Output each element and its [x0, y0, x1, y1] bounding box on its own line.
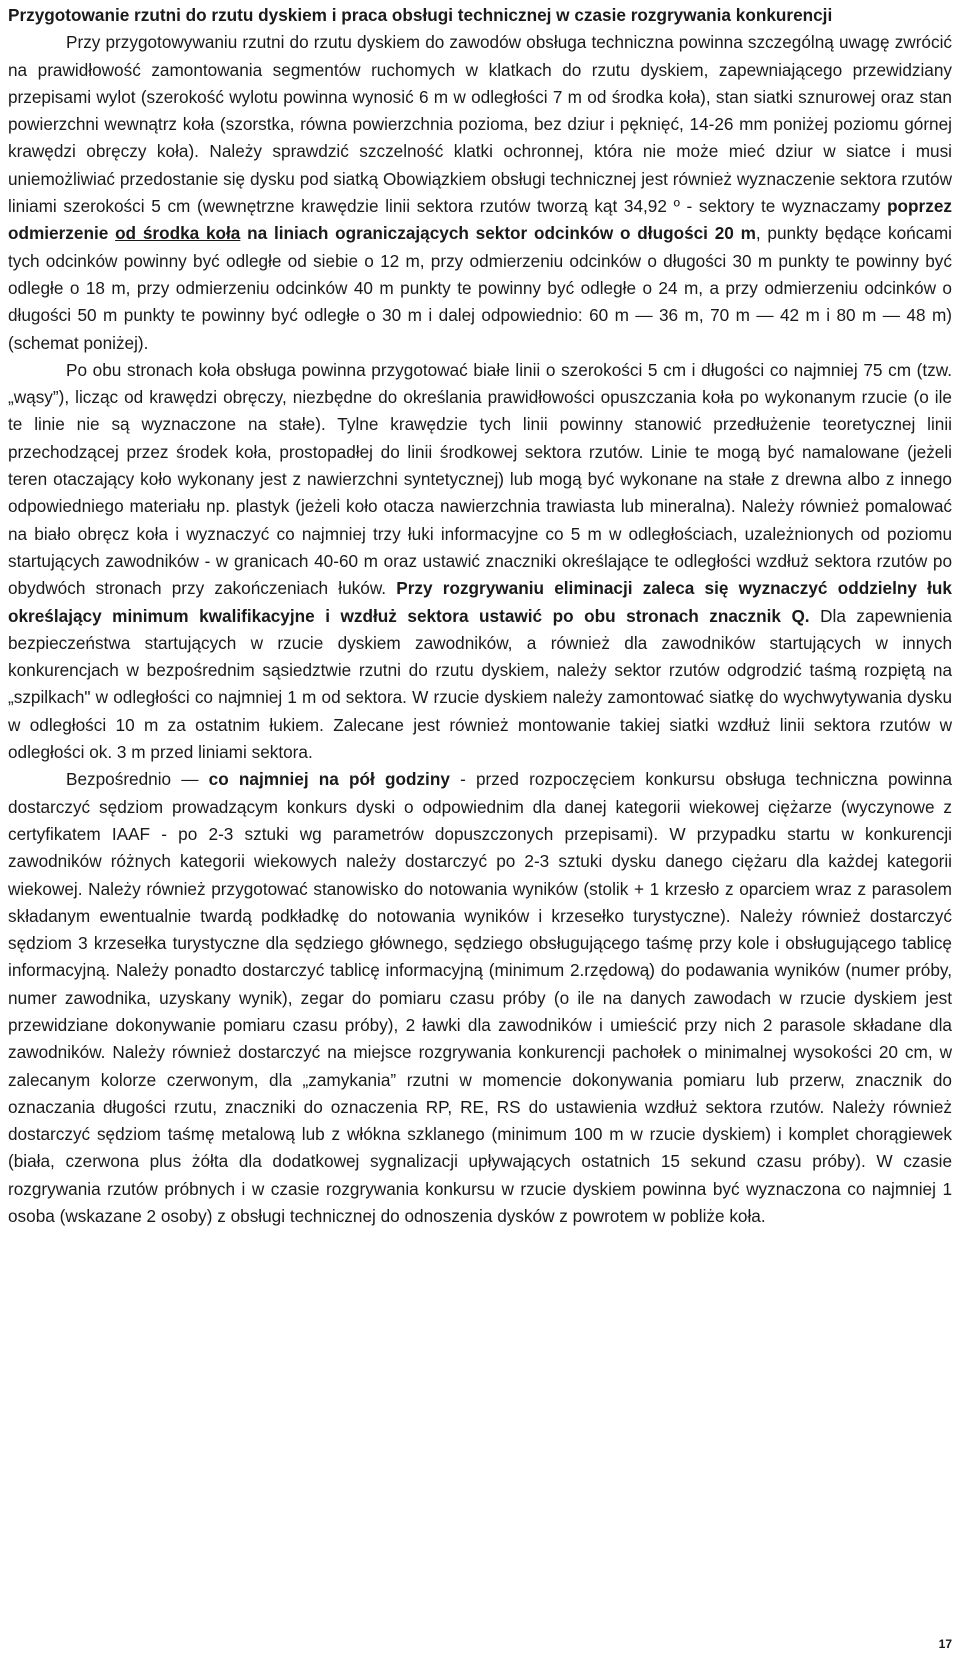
page-number: 17 — [938, 1637, 952, 1651]
paragraph-1-bold-a: poprzez odmierzenie — [8, 196, 952, 244]
paragraph-equipment — [8, 766, 952, 1230]
paragraph-1-bold-underlined: od środka koła — [115, 223, 241, 244]
paragraph-lines-and-safety — [8, 357, 952, 766]
paragraph-2-text-a: Po obu stronach koła obsługa powinna przygotować białe linii o szerokości 5 cm i długości co najmniej 75 cm (tzw. „wąsy”), licząc od krawędzi obręczy, niezbędne do określania prawidłowości opuszczania koła po wykonanym rzucie (o ile te linie nie są wyznaczone na stałe). Tylne krawędzie tych linii powinny stanowić przedłużenie teoretycznej linii przechodzącej przez środek koła, prostopadłej do linii środkowej sektora rzutów. Linie te mogą być namalowane (jeżeli teren otaczający koło wykonany jest z nawierzchni syntetycznej) lub mogą być wykonane na stałe z drewna albo z innego odpowiedniego materiału np. plastyk (jeżeli koło otacza nawierzchnia trawiasta lub mineralna). Należy również pomalować na biało obręcz koła i wyznaczyć co najmniej trzy łuki informacyjne co 5 m w odległościach, uzależnionych od poziomu startujących zawodników - w granicach 40-60 m oraz ustawić znaczniki określające te odległości wzdłuż sektora rzutów po obydwóch stronach przy zakończeniach łuków. — [8, 359, 952, 599]
paragraph-3-bold: co najmniej na pół godziny — [208, 769, 450, 790]
document-page — [8, 2, 952, 1230]
paragraph-1-bold-b: na liniach ograniczających sektor odcinków o długości 20 m — [240, 223, 756, 244]
paragraph-3-text-b: - przed rozpoczęciem konkursu obsługa techniczna powinna dostarczyć sędziom prowadzącym konkurs dyski o odpowiednim dla danej kategorii wiekowej ciężarze (wyczynowe z certyfikatem IAAF - po 2-3 sztuki wg parametrów dopuszczonych przepisami). W przypadku startu w konkurencji zawodników różnych kategorii wiekowych należy dostarczyć po 2-3 sztuki dysku danego ciężaru dla każdej kategorii wiekowej. Należy również przygotować stanowisko do notowania wyników (stolik + 1 krzesło z oparciem wraz z parasolem składanym ewentualnie twardą podkładkę do notowania wyników i krzesełko turystyczne). Należy również dostarczyć sędziom 3 krzesełka turystyczne dla sędziego głównego, sędziego obsługującego taśmę przy kole i obsługującego tablicę informacyjną. Należy ponadto dostarczyć tablicę informacyjną (minimum 2.rzędową) do podawania wyników (numer próby, numer zawodnika, uzyskany wynik), zegar do pomiaru czasu próby (o ile na danych zawodach w rzucie dyskiem jest przewidziane dokonywanie pomiaru czasu próby), 2 ławki dla zawodników i umieścić przy nich 2 parasole składane dla zawodników. Należy również dostarczyć na miejsce rozgrywania konkurencji pachołek o minimalnej wysokości 20 cm, w zalecanym kolorze czerwonym, dla „zamykania” rzutni w momencie dokonywania pomiaru lub przerw, znacznik do oznaczania długości rzutu, znaczniki do oznaczenia RP, RE, RS do ustawienia wzdłuż sektora rzutów. Należy również dostarczyć sędziom taśmę metalową lub z włókna szklanego (minimum 100 m w rzucie dyskiem) i komplet chorągiewek (biała, czerwona plus żółta dla dodatkowej sygnalizacji upływających ostatnich 15 sekund czasu próby). W czasie rozgrywania rzutów próbnych i w czasie rozgrywania konkursu w rzucie dyskiem powinna być wyznaczona co najmniej 1 osoba (wskazane 2 osoby) z obsługi technicznej do odnoszenia dysków z powrotem w pobliże koła. — [8, 769, 952, 1227]
paragraph-1-text-b: , punkty będące końcami tych odcinków powinny być odległe od siebie o 12 m, przy odmierzeniu odcinków o długości 30 m punkty te powinny być odległe o 18 m, przy odmierzeniu odcinków 40 m punkty te powinny być odległe o 24 m, a przy odmierzeniu odcinków o długości 50 m punkty te powinny być odległe o 30 m i dalej odpowiednio: 60 m — 36 m, 70 m — 42 m i 80 m — 48 m) (schemat poniżej). — [8, 223, 952, 353]
paragraph-3-text-a: Bezpośrednio — — [66, 769, 209, 790]
paragraph-2-text-b: Dla zapewnienia bezpieczeństwa startujących w rzucie dyskiem zawodników, a również dla zawodników startujących w innych konkurencjach w bezpośrednim sąsiedztwie rzutni do rzutu dyskiem, należy sektor rzutów odgrodzić taśmą rozpiętą na „szpilkach" w odległości co najmniej 1 m od sektora. W rzucie dyskiem należy zamontować siatkę do wychwytywania dysku w odległości 10 m za ostatnim łukiem. Zalecane jest również montowanie takiej siatki wzdłuż linii sektora rzutów w odległości ok. 3 m przed liniami sektora. — [8, 605, 952, 763]
paragraph-2-bold: Przy rozgrywaniu eliminacji zaleca się wyznaczyć oddzielny łuk określający minimum kwalifikacyjne i wzdłuż sektora ustawić po obu stronach znacznik Q. — [8, 578, 952, 626]
paragraph-rzutnia-setup — [8, 29, 952, 357]
section-title: Przygotowanie rzutni do rzutu dyskiem i praca obsługi technicznej w czasie rozgrywania konkurencji — [8, 5, 833, 25]
paragraph-1-text-a: Przy przygotowywaniu rzutni do rzutu dyskiem do zawodów obsługa techniczna powinna szczególną uwagę zwrócić na prawidłowość zamontowania segmentów ruchomych w klatkach do rzutu dyskiem, zapewniającego przewidziany przepisami wylot (szerokość wylotu powinna wynosić 6 m w odległości 7 m od środka koła), stan siatki sznurowej oraz stan powierzchni wewnątrz koła (szorstka, równa powierzchnia pozioma, bez dziur i pęknięć, 14-26 mm poniżej poziomu górnej krawędzi obręczy koła). Należy sprawdzić szczelność klatki ochronnej, która nie może mieć dziur w siatce i musi uniemożliwiać przedostanie się dysku pod siatką Obowiązkiem obsługi technicznej jest również wyznaczenie sektora rzutów liniami szerokości 5 cm (wewnętrzne krawędzie linii sektora rzutów tworzą kąt 34,92 º - sektory te wyznaczamy — [8, 32, 952, 217]
